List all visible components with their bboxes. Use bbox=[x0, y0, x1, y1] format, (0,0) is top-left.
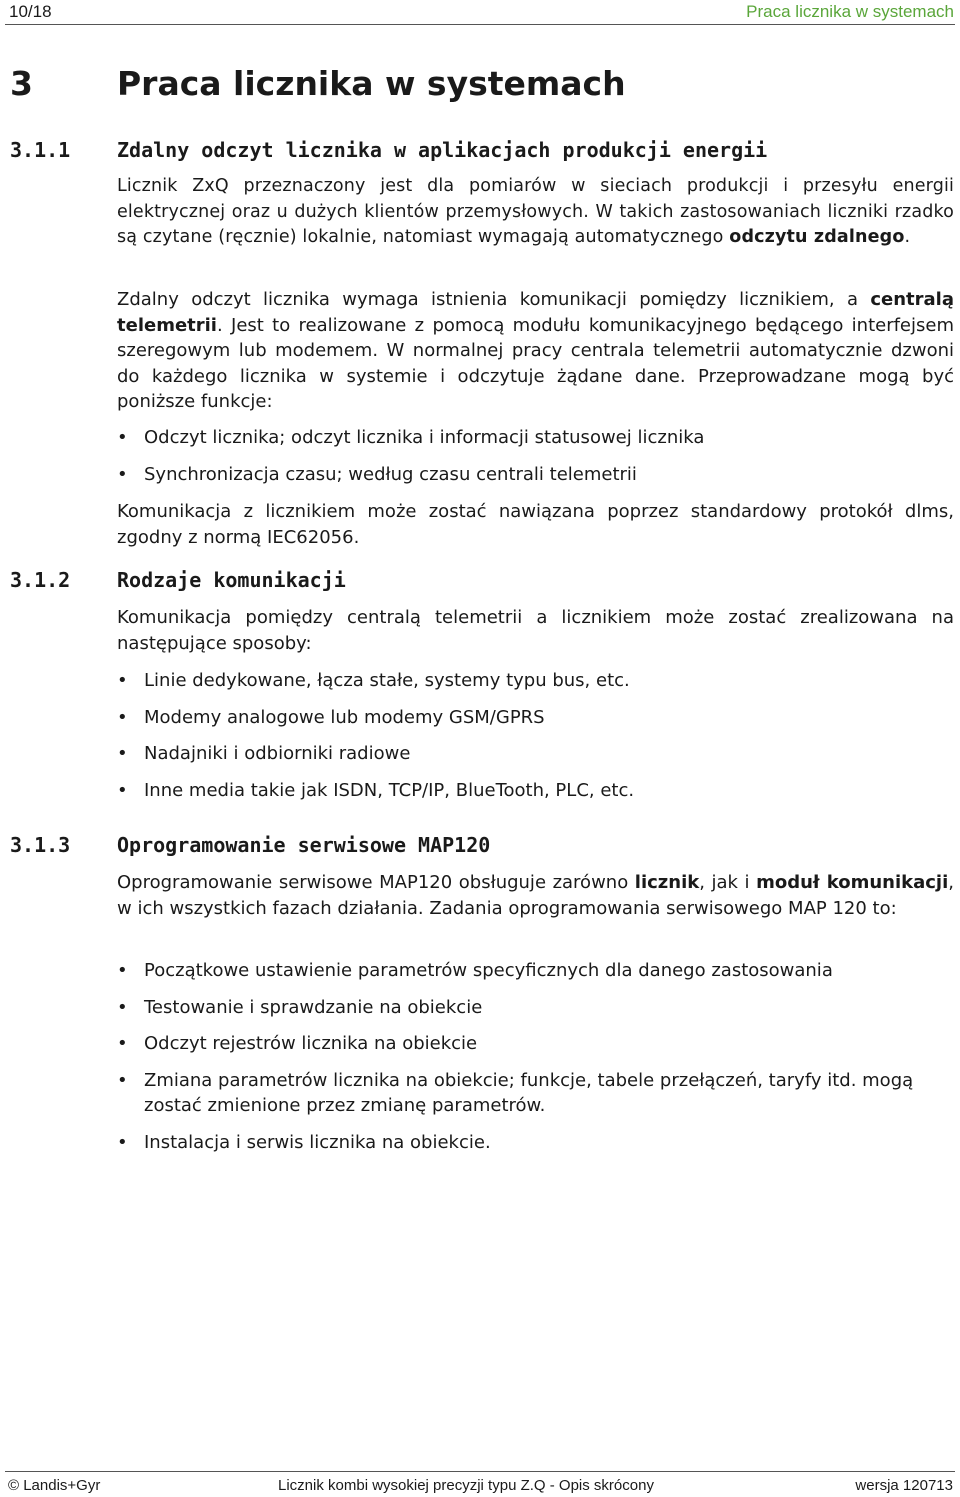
paragraph-text: Zdalny odczyt licznika wymaga istnienia komunikacji pomiędzy licznikiem, a bbox=[117, 289, 871, 310]
bold-term: odczytu zdalnego bbox=[729, 227, 905, 248]
chapter-number: 3 bbox=[10, 64, 33, 103]
section-number: 3.1.3 bbox=[10, 833, 71, 857]
bold-term: centralą telemetrii bbox=[117, 289, 954, 336]
bullet-list bbox=[117, 958, 954, 1156]
list-item: • Odczyt rejestrów licznika na obiekcie bbox=[117, 1031, 954, 1057]
chapter-title: Praca licznika w systemach bbox=[117, 64, 626, 103]
paragraph-text: , w ich wszystkich fazach działania. Zadania oprogramowania serwisowego MAP 120 to: bbox=[117, 872, 954, 919]
bullet-list bbox=[117, 425, 954, 487]
list-item: • Linie dedykowane, łącza stałe, systemy typu bus, etc. bbox=[117, 668, 954, 694]
section-heading-3-1-2 bbox=[10, 568, 346, 592]
list-item: • Odczyt licznika; odczyt licznika i informacji statusowej licznika bbox=[117, 425, 954, 451]
list-item: • Początkowe ustawienie parametrów specyficznych dla danego zastosowania bbox=[117, 958, 954, 984]
bold-term: moduł komunikacji bbox=[756, 872, 949, 893]
section-number: 3.1.2 bbox=[10, 568, 71, 592]
paragraph-text: . Jest to realizowane z pomocą modułu komunikacyjnego będącego interfejsem szeregowym lub modemem. W normalnej pracy centrala telemetrii automatycznie dzwoni do każdego licznika w systemie i odczytuje żądane dane. Przeprowadzane mogą być poniższe funkcje: bbox=[117, 314, 954, 413]
section-heading-3-1-3 bbox=[10, 833, 490, 857]
section-title: Zdalny odczyt licznika w aplikacjach produkcji energii bbox=[117, 138, 768, 162]
paragraph bbox=[117, 870, 954, 921]
bullet-list bbox=[117, 668, 954, 803]
bold-term: licznik bbox=[634, 872, 700, 893]
section-number: 3.1.1 bbox=[10, 138, 71, 162]
footer-document-title: Licznik kombi wysokiej precyzji typu Z.Q - Opis skrócony bbox=[278, 1477, 654, 1494]
list-item: • Zmiana parametrów licznika na obiekcie; funkcje, tabele przełączeń, taryfy itd. mogą zostać zmienione przez zmianę parametrów. bbox=[117, 1068, 954, 1119]
paragraph bbox=[117, 287, 954, 415]
page-number: 10/18 bbox=[9, 2, 52, 21]
paragraph-text: Licznik ZxQ przeznaczony jest dla pomiarów w sieciach produkcji i przesyłu energii elektrycznej oraz u dużych klientów przemysłowych. W takich zastosowaniach liczniki rzadko są czytane (ręcznie) lokalnie, natomiast wymagają automatycznego bbox=[117, 176, 954, 248]
paragraph-text: , jak i bbox=[699, 872, 757, 893]
section-title: Oprogramowanie serwisowe MAP120 bbox=[117, 833, 491, 857]
list-item: • Modemy analogowe lub modemy GSM/GPRS bbox=[117, 705, 954, 731]
footer-copyright: © Landis+Gyr bbox=[8, 1477, 101, 1494]
list-item: • Inne media takie jak ISDN, TCP/IP, BlueTooth, PLC, etc. bbox=[117, 778, 954, 804]
paragraph: Komunikacja z licznikiem może zostać nawiązana poprzez standardowy protokół dlms, zgodny z normą IEC62056. bbox=[117, 501, 954, 548]
paragraph: Komunikacja pomiędzy centralą telemetrii a licznikiem może zostać zrealizowana na następujące sposoby: bbox=[117, 607, 954, 654]
list-item: • Instalacja i serwis licznika na obiekcie. bbox=[117, 1130, 954, 1156]
section-title: Rodzaje komunikacji bbox=[117, 568, 346, 592]
header-rule bbox=[5, 24, 955, 25]
running-title: Praca licznika w systemach bbox=[746, 2, 954, 21]
list-item: • Nadajniki i odbiorniki radiowe bbox=[117, 741, 954, 767]
paragraph-text: . bbox=[904, 227, 911, 248]
section-heading-3-1-1 bbox=[10, 138, 767, 162]
paragraph-text: Oprogramowanie serwisowe MAP120 obsługuje zarówno bbox=[117, 872, 635, 893]
footer-version: wersja 120713 bbox=[855, 1477, 953, 1494]
page-footer bbox=[0, 1471, 960, 1497]
list-item: • Synchronizacja czasu; według czasu centrali telemetrii bbox=[117, 462, 954, 488]
footer-rule bbox=[5, 1471, 955, 1472]
list-item: • Testowanie i sprawdzanie na obiekcie bbox=[117, 995, 954, 1021]
page-header bbox=[0, 0, 960, 26]
paragraph bbox=[117, 174, 954, 251]
chapter-heading bbox=[10, 64, 626, 103]
